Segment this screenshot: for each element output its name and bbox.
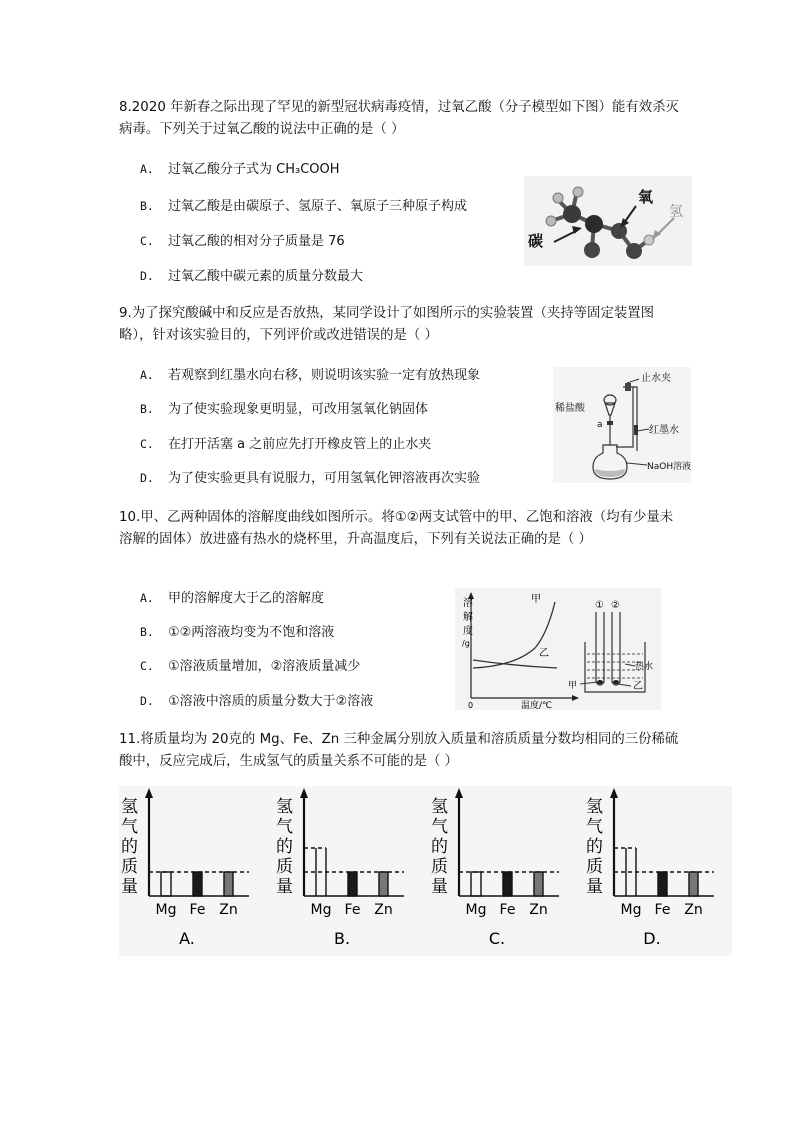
q8-option-d: D. 过氧乙酸中碳元素的质量分数最大 [140,269,364,284]
svg-text:②: ② [611,600,620,611]
svg-text:度: 度 [463,626,473,637]
q11-charts-panel [119,786,732,956]
bar-fe [348,872,357,896]
hydrogen-atom [644,235,654,245]
chart-ylabel-char: 量 [586,877,603,897]
chart-ylabel-char: 的 [121,837,138,857]
molecule-model-figure [524,176,692,266]
tick-label: Zn [684,902,703,918]
chart-ylabel-char: 质 [586,857,603,877]
svg-text:乙: 乙 [633,681,643,692]
valve-label: a [597,420,603,430]
oxygen-label: 氧 [638,188,654,206]
tick-label: Mg [155,902,177,918]
carbon-label: 碳 [528,232,544,250]
naoh-label: NaOH溶液 [647,462,691,472]
chart-y-arrow [300,788,308,798]
chart-ylabel-char: 气 [121,817,138,837]
carbon-atom [585,215,603,233]
svg-text:甲: 甲 [531,594,541,605]
svg-text:①: ① [595,600,604,611]
chart-y-arrow [455,788,463,798]
q11-bar-charts [119,786,732,956]
chart-option-label: A. [179,929,195,948]
q10-option-d: D. ①溶液中溶质的质量分数大于②溶液 [140,694,374,709]
q9-stem: 9.为了探究酸碱中和反应是否放热，某同学设计了如图所示的实验装置（夹持等固定装置图略），针对该实验目的，下列评价或改进错误的是（ ） [119,306,655,343]
q10-stem: 10.甲、乙两种固体的溶解度曲线如图所示。将①②两支试管中的甲、乙饱和溶液（均有少量未溶解的固体）放进盛有热水的烧杯里，升高温度后，下列有关说法正确的是（ ） [119,510,674,547]
q9-option-d: D. 为了使实验更具有说服力，可用氢氧化钾溶液再次实验 [140,471,481,486]
bar-zn [534,872,543,896]
svg-text:甲: 甲 [568,681,578,691]
hydrogen-atom [573,187,583,197]
svg-text:乙: 乙 [539,648,549,659]
chart-ylabel-char: 气 [276,817,293,837]
chart-ylabel-char: 质 [431,857,448,877]
chart-option-label: D. [643,929,661,948]
chart-ylabel-char: 气 [431,817,448,837]
tick-label: Zn [529,902,548,918]
q9-option-a: A. 若观察到红墨水向右移，则说明该实验一定有放热现象 [140,368,481,383]
q8-option-b: B. 过氧乙酸是由碳原子、氢原子、氧原子三种原子构成 [140,199,468,214]
chart-ylabel-char: 氢 [121,797,138,817]
carbon-atom [563,205,581,223]
tick-label: Fe [654,902,671,918]
hydrogen-atom [546,216,556,226]
hydrogen-label: 氢 [669,204,683,220]
bar-mg [161,872,171,896]
svg-text:热水: 热水 [635,662,654,672]
q10-option-a: A. 甲的溶解度大于乙的溶解度 [140,591,325,606]
tick-label: Zn [219,902,238,918]
chart-ylabel-char: 质 [276,857,293,877]
q9-option-b: B. 为了使实验现象更明显，可改用氢氧化钠固体 [140,402,429,417]
chart-ylabel-char: 氢 [586,797,603,817]
svg-text:/g: /g [462,639,470,648]
tick-label: Mg [310,902,332,918]
chart-option-label: B. [333,929,351,948]
oxygen-atom [584,242,600,258]
svg-text:解: 解 [463,612,473,623]
ink-label: 红墨水 [649,425,679,436]
bar-mg [471,872,481,896]
chart-ylabel-char: 的 [431,837,448,857]
clamp-icon [625,383,631,391]
acid-label: 稀盐酸 [555,403,585,414]
chart-ylabel-char: 气 [586,817,603,837]
chart-ylabel-char: 量 [121,877,138,897]
chart-ylabel-char: 量 [276,877,293,897]
q8-stem: 8.2020 年新春之际出现了罕见的新型冠状病毒疫情，过氧乙酸（分子模型如下图）能有效杀灭病毒。下列关于过氧乙酸的说法中正确的是（ ） [119,100,679,137]
tick-label: Mg [465,902,487,918]
tick-label: Zn [374,902,393,918]
tick-label: Mg [620,902,642,918]
bar-fe [193,872,202,896]
chart-ylabel-char: 的 [586,837,603,857]
bar-zn [689,872,698,896]
chart-option-label: C. [488,929,506,948]
bar-fe [658,872,667,896]
q11-stem: 11.将质量均为 20克的 Mg、Fe、Zn 三种金属分别放入质量和溶质质量分数均相同的三份稀硫酸中，反应完成后，生成氢气的质量关系不可能的是（ ） [119,732,679,769]
chart-ylabel-char: 的 [276,837,293,857]
apparatus-figure [553,367,691,483]
hydrogen-atom [553,193,563,203]
tick-label: Fe [499,902,516,918]
tick-label: Fe [189,902,206,918]
chart-ylabel-char: 氢 [276,797,293,817]
svg-text:溶: 溶 [463,598,473,609]
oxygen-atom [626,243,642,259]
clamp-label: 止水夹 [641,373,671,384]
q10-option-c: C. ①溶液质量增加，②溶液质量减少 [140,659,361,674]
q9-option-c: C. 在打开活塞 a 之前应先打开橡皮管上的止水夹 [140,437,432,452]
svg-text:0: 0 [468,701,474,710]
valve-a-icon [607,421,613,425]
tick-label: Fe [344,902,361,918]
chart-ylabel-char: 氢 [431,797,448,817]
chart-ylabel-char: 量 [431,877,448,897]
x-axis-label: 温度/℃ [521,701,553,710]
bar-fe [503,872,512,896]
q8-option-c: C. 过氧乙酸的相对分子质量是 76 [140,234,345,249]
chart-y-arrow [610,788,618,798]
bar-zn [224,872,233,896]
solubility-figure [455,588,661,710]
chart-ylabel-char: 质 [121,857,138,877]
q8-option-a: A. 过氧乙酸分子式为 CH₃COOH [140,162,340,177]
bar-zn [379,872,388,896]
chart-y-arrow [145,788,153,798]
q10-option-b: B. ①②两溶液均变为不饱和溶液 [140,625,335,640]
